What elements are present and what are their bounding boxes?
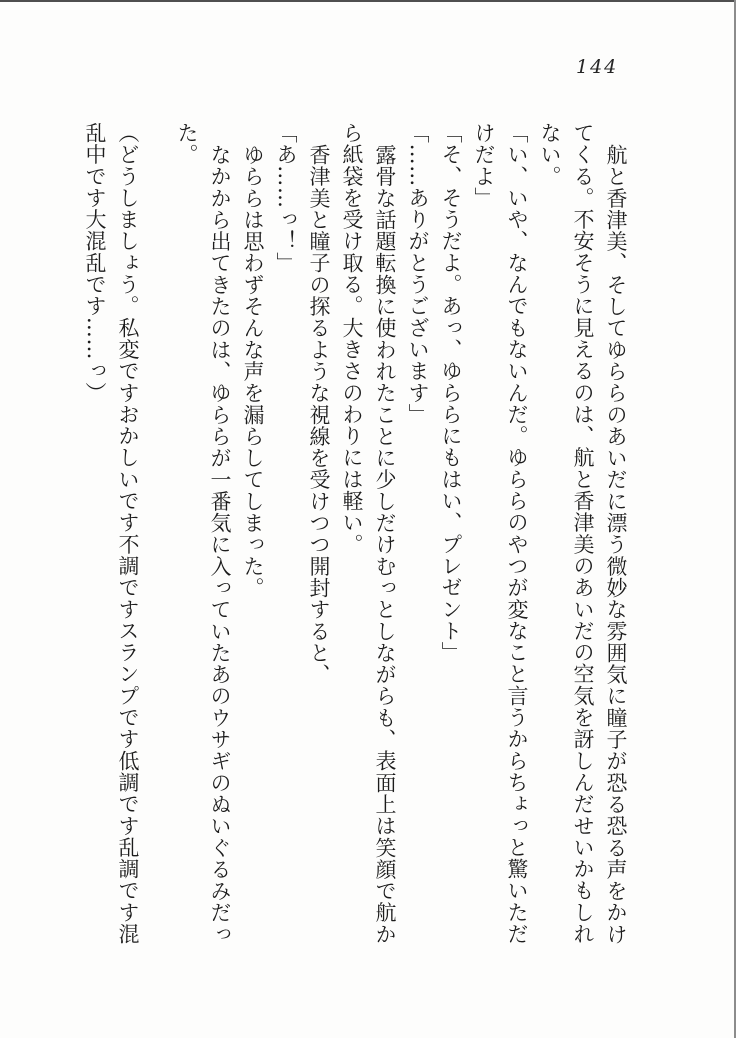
paragraph-gap <box>144 122 170 946</box>
scan-edge-top-line <box>0 0 736 2</box>
text-line: 「……ありがとうございます」 <box>406 122 430 426</box>
text-line: ら紙袋を受け取る。大きさのわりには軽い。 <box>340 122 364 555</box>
text-line: 香津美と瞳子の探るような視線を受けつつ開封すると、 <box>307 144 331 686</box>
text-line: 露骨な話題転換に使われたことに少しだけむっとしながらも、表面上は笑顔で航か <box>373 144 397 946</box>
text-line: ない。 <box>538 122 562 187</box>
text-line: 乱中です大混乱です……っ） <box>83 122 107 404</box>
page-number: 144 <box>576 56 619 78</box>
text-line: 「い、いや、なんでもないんだ。ゆららのやつが変なこと言うからちょっと驚いただ <box>505 122 529 945</box>
text-line: 「そ、そうだよ。あっ、ゆららにもはい、プレゼント」 <box>439 122 463 664</box>
text-line: （どうしましょう。私変ですおかしいです不調ですスランプです低調です乱調です混 <box>116 122 140 945</box>
text-line: た。 <box>175 122 199 166</box>
text-line: ゆららは思わずそんな声を漏らしてしまった。 <box>241 144 265 599</box>
text-line: 「あ……っ！」 <box>274 122 298 274</box>
body-text-block <box>78 122 632 946</box>
text-line: けだよ」 <box>472 122 496 209</box>
text-line: なかから出てきたのは、ゆららが一番気に入っていたあのウサギのぬいぐるみだっ <box>208 144 232 946</box>
text-line: てくる。不安そうに見えるのは、航と香津美のあいだの空気を訝しんだせいかもしれ <box>571 122 595 945</box>
text-line: 航と香津美、そしてゆららのあいだに漂う微妙な雰囲気に瞳子が恐る恐る声をかけ <box>604 144 628 946</box>
